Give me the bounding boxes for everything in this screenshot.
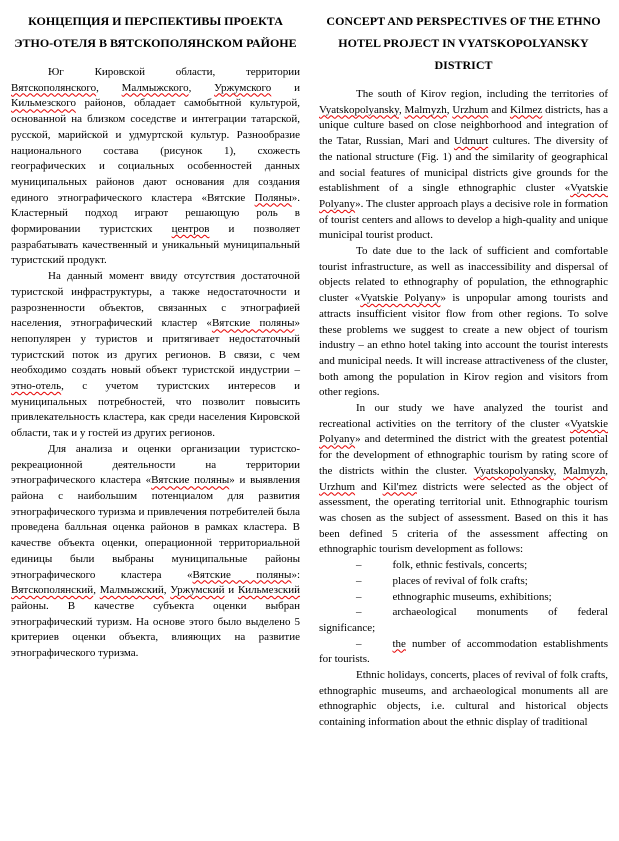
list-dash-marker: –: [356, 590, 362, 603]
column-english: [319, 10, 608, 841]
text-run: ,: [446, 103, 453, 116]
text-run: ,: [163, 584, 171, 597]
text-run: number of accommodation establishments for tourists.: [319, 637, 608, 666]
text-run: и позволяет разрабатывать качественный и уникальный муниципальный туристский продукт.: [11, 223, 300, 267]
paragraph: [319, 401, 608, 558]
paragraph: [11, 65, 300, 269]
text-run: » and determined the district with the greatest potential for the development of ethnographic tourism by rating score of the districts within the cluster.: [319, 433, 608, 477]
text-run: ». Кластерный подход играют решающую роль в формировании туристских: [11, 191, 300, 236]
text-run: ,: [553, 464, 564, 477]
list-item: [319, 574, 608, 590]
misspelled-word: Малмыжского: [121, 81, 189, 94]
text-run: »:: [291, 568, 300, 581]
body-russian: [11, 65, 300, 662]
misspelled-word: Вятские поляны: [211, 317, 295, 330]
text-run: archaeological monuments of federal significance;: [319, 606, 608, 634]
misspelled-word: центров: [171, 223, 210, 236]
text-run: ». The cluster approach plays a decisive role in formation of tourist centers and allows to develop a high-quality and unique municipal tourist product.: [319, 197, 608, 242]
list-dash-marker: –: [356, 606, 362, 619]
text-run: ,: [93, 584, 100, 597]
list-item: [319, 637, 608, 668]
misspelled-word: Malmyzh: [404, 103, 447, 116]
text-run: и: [224, 584, 238, 597]
misspelled-word: Уржумского: [214, 81, 272, 94]
misspelled-word: Вятские поляны: [151, 474, 230, 487]
misspelled-word: Kilmez: [509, 103, 543, 116]
misspelled-word: Urzhum: [452, 103, 489, 116]
text-run: Юг Кировской области, территории: [48, 66, 300, 78]
list-dash-marker: –: [356, 559, 362, 572]
text-run: ,: [605, 464, 608, 477]
misspelled-word: Уржумский: [170, 584, 225, 597]
list-item: [319, 558, 608, 574]
title-russian: КОНЦЕПЦИЯ И ПЕРСПЕКТИВЫ ПРОЕКТА ЭТНО-ОТЕЛЯ В ВЯТСКОПОЛЯНСКОМ РАЙОНЕ: [14, 14, 297, 50]
paragraph: [319, 87, 608, 244]
text-run: ,: [188, 81, 215, 94]
paragraph: [11, 442, 300, 662]
misspelled-word: этно-отель: [11, 380, 62, 393]
text-run: » и выявления района с наибольшим потенциалом для развития этнографического туризма и привлечения потребителей была проведена балльная оценка районов в рамках кластера. В качестве объекта оценки, операционной территориальной единицы были выбраны муниципальные районы этнографического кластера «: [11, 474, 300, 581]
text-run: и: [271, 81, 300, 94]
column-russian: [11, 10, 300, 841]
misspelled-word: Вятскополянский: [11, 584, 94, 597]
paragraph: [319, 244, 608, 401]
text-run: To date due to the lack of sufficient and comfortable tourist infrastructure, as well as inaccessibility and dispersal of objects related to ethnography of population, the ethnographic cluster «: [319, 245, 608, 305]
misspelled-word: Malmyzh: [563, 464, 606, 477]
text-run: , с учетом туристских интересов и муниципальных потребностей, что позволит повысить привлекательность кластера, как среди населения Кировской области, так и у гостей из других регионов.: [11, 380, 300, 440]
misspelled-word: Кильмезского: [11, 97, 76, 110]
misspelled-word: Vyatskopolyansky: [473, 464, 554, 477]
text-run: folk, ethnic festivals, concerts;: [392, 559, 528, 572]
text-run: The south of Kirov region, including the territories of: [356, 88, 608, 100]
text-run: ,: [398, 103, 405, 116]
text-run: Для анализа и оценки организации туристско-рекреационной деятельности на территории этнографического кластера «: [11, 442, 300, 487]
body-english: [319, 87, 608, 731]
misspelled-word: Vyatskopolyansky: [319, 103, 399, 116]
text-run: » is unpopular among tourists and attracts insufficient visitor flow from other regions. To solve these problems we suggest to create a new object of tourism industry – an ethno hotel taking into account the tourist interests and municipal needs. It will increase attractiveness of the cluster, both among the population in Kirov region and visitors from other regions.: [319, 292, 608, 399]
text-run: районы. В качестве субъекта оценки выбран этнографический туризм. На основе этого было выделено 5 критериев оценки объекта, влияющих на развитие этнографического туризма.: [11, 599, 300, 660]
text-run: districts were selected as the object of assessment, the operating territorial unit. Ethnographic tourism was chosen as the subject of assessment. Based on this it has been defined 5 criteria of the assessment affecting on ethnographic tourism development as follows:: [319, 480, 608, 556]
title-english: CONCEPT AND PERSPECTIVES OF THE ETHNO HOTEL PROJECT IN VYATSKOPOLYANSKY DISTRICT: [326, 14, 601, 72]
list-dash-marker: –: [356, 574, 362, 587]
misspelled-word: Vyatskie Polyany: [319, 182, 608, 210]
text-run: and: [355, 480, 383, 493]
misspelled-word: Поляны: [254, 191, 292, 204]
list-dash-marker: –: [356, 637, 362, 650]
misspelled-word: the: [392, 637, 406, 650]
text-run: and: [488, 103, 510, 116]
misspelled-word: Udmurt: [453, 135, 489, 148]
paragraph: [11, 269, 300, 442]
text-run: ethnographic museums, exhibitions;: [392, 590, 552, 603]
text-run: districts, has a unique culture based on close neighborhood and integration of the Tatar, Russian, Mari and: [319, 103, 608, 148]
text-run: ,: [96, 81, 122, 94]
misspelled-word: Kil'mez: [382, 480, 417, 493]
text-run: cultures. The diversity of the national structure (Fig. 1) and the similarity of geographical and social features of municipal districts give grounds for the establishment of a single ethnographic cluster «: [319, 135, 608, 195]
text-run: Ethnic holidays, concerts, places of revival of folk crafts, ethnographic museums, and archaeological monuments all are ethnographic objects, i.e. cultural and historical objects containing information about the ethnic display of traditional: [319, 669, 608, 729]
misspelled-word: Urzhum: [319, 480, 356, 493]
misspelled-word: Вятскополянского: [11, 81, 97, 94]
list-item: [319, 590, 608, 606]
text-run: In our study we have analyzed the tourist and recreational activities on the territory of the cluster «: [319, 402, 608, 430]
list-item: [319, 605, 608, 636]
misspelled-word: Vyatskie Polyany: [319, 417, 608, 446]
text-run: На данный момент ввиду отсутствия достаточной туристской инфраструктуры, а также недостаточности и разрозненности объектов, связанных с этнографией населения, этнографический кластер «: [11, 270, 300, 330]
text-run: » непопулярен у туристов и притягивает недостаточный туристский поток из других регионов. В связи, с чем необходимо создать новый объект туристской индустрии –: [11, 317, 301, 377]
misspelled-word: Вятские поляны: [192, 568, 292, 581]
text-run: places of revival of folk crafts;: [392, 574, 528, 587]
misspelled-word: Малмыжский: [99, 584, 164, 597]
paragraph: [319, 668, 608, 731]
text-run: районов, обладает самобытной культурой, основанной на близком соседстве и интеграции татарской, русской, марийской и удмуртской культур. Разнообразие национального состава (рисунок 1), схожесть географических и социальных особенностей данных муниципальных районов дают основания для создания единого этнографического кластера «Вятские: [11, 97, 300, 204]
misspelled-word: Кильмезский: [237, 584, 301, 597]
misspelled-word: Vyatskie Polyany: [360, 292, 441, 305]
